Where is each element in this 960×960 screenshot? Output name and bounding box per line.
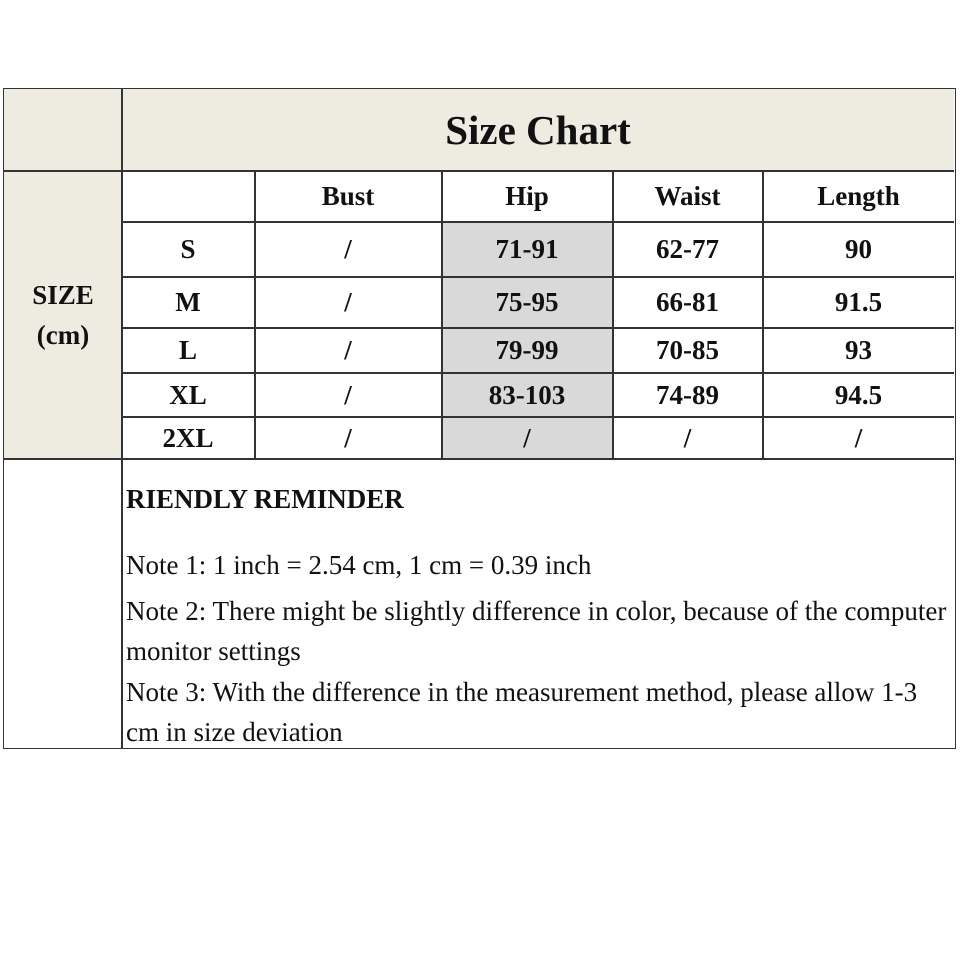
row-2xl-waist: / bbox=[683, 422, 692, 453]
row-xl-bust: / bbox=[344, 379, 352, 410]
row-l-hip: 79-99 bbox=[495, 335, 559, 365]
title-left-blank bbox=[4, 89, 122, 171]
row-m-length: 91.5 bbox=[834, 287, 883, 317]
row-s-hip: 71-91 bbox=[495, 234, 559, 264]
row-l-length: 93 bbox=[845, 335, 872, 365]
note-3: Note 3: With the difference in the measurement method, please allow 1-3 cm in size deviation bbox=[126, 677, 918, 747]
row-l-bust: / bbox=[344, 335, 352, 365]
header-hip: Hip bbox=[505, 181, 549, 211]
row-s-size: S bbox=[180, 234, 196, 264]
note-2: Note 2: There might be slightly difference in color, because of the computer monitor settings bbox=[126, 596, 947, 666]
reminder-heading: RIENDLY REMINDER bbox=[126, 484, 404, 514]
unit-label: (cm) bbox=[36, 320, 90, 350]
row-xl-length: 94.5 bbox=[834, 379, 883, 410]
row-xl-waist: 74-89 bbox=[656, 379, 719, 410]
row-2xl-hip: / bbox=[523, 422, 531, 453]
row-2xl-bust: / bbox=[344, 422, 352, 453]
row-xl-size: XL bbox=[169, 379, 207, 410]
chart-title: Size Chart bbox=[445, 107, 631, 153]
row-l-size: L bbox=[178, 335, 197, 365]
row-l-waist: 70-85 bbox=[656, 335, 719, 365]
row-s-bust: / bbox=[344, 234, 352, 264]
size-chart-sheet bbox=[3, 88, 956, 749]
header-waist: Waist bbox=[654, 181, 721, 211]
header-bust: Bust bbox=[321, 181, 375, 211]
size-label: SIZE bbox=[32, 280, 94, 310]
row-m-size: M bbox=[175, 287, 201, 317]
row-m-waist: 66-81 bbox=[656, 287, 719, 317]
row-xl-hip: 83-103 bbox=[488, 379, 566, 410]
row-s-length: 90 bbox=[845, 234, 872, 264]
header-length: Length bbox=[817, 181, 900, 211]
row-m-hip: 75-95 bbox=[495, 287, 559, 317]
row-m-bust: / bbox=[344, 287, 352, 317]
note-1: Note 1: 1 inch = 2.54 cm, 1 cm = 0.39 inch bbox=[126, 550, 592, 580]
size-unit-label bbox=[4, 171, 122, 459]
row-s-waist: 62-77 bbox=[656, 234, 719, 264]
row-2xl-length: / bbox=[854, 422, 863, 453]
row-2xl-size: 2XL bbox=[162, 422, 214, 453]
